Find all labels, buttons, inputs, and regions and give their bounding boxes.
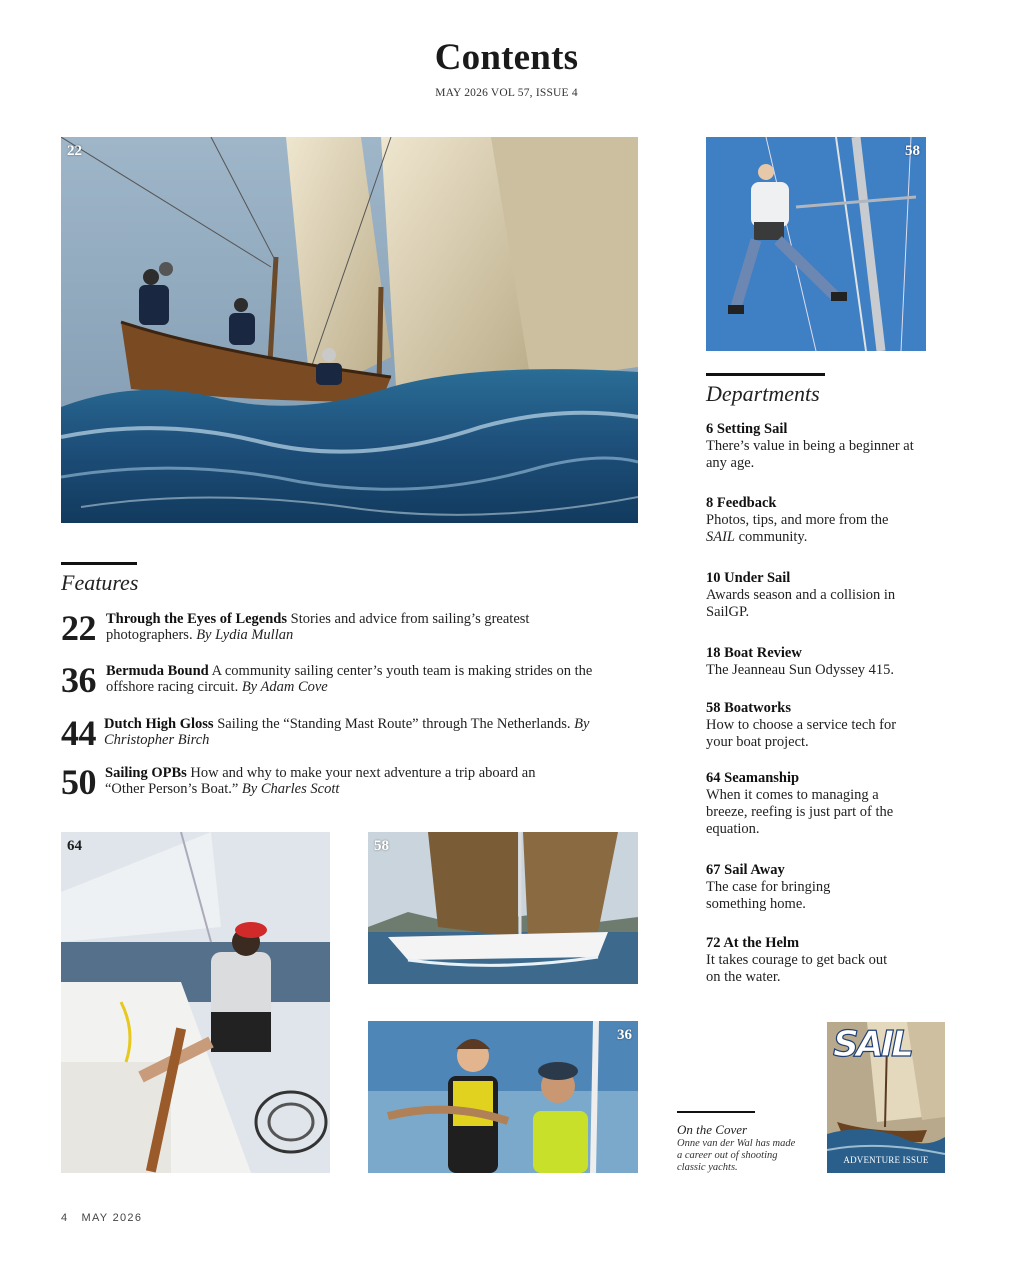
feature-text: Through the Eyes of Legends Stories and advice from sailing’s greatest photographers. By Lydia Mullan [106,611,530,643]
magazine-cover-thumbnail[interactable] [827,1022,945,1173]
feature-page-number: 50 [61,762,96,802]
sailor-up-mast-photo [706,137,926,351]
photo-page-number: 36 [617,1027,632,1043]
sail-logo: SAIL [833,1024,912,1065]
department-desc: Awards season and a collision in SailGP. [706,587,896,620]
department-desc: The case for bringing something home. [706,879,831,912]
department-item[interactable] [706,421,931,472]
department-desc: How to choose a service tech for your boat project. [706,717,897,750]
department-title: 72 At the Helm [706,935,800,951]
department-title: 64 Seamanship [706,770,800,786]
youth-sailors-photo [368,1021,638,1173]
department-desc: Photos, tips, and more from the SAIL community. [706,512,889,545]
department-title: 67 Sail Away [706,862,785,878]
department-title: 18 Boat Review [706,645,802,661]
department-desc: It takes courage to get back out on the water. [706,952,888,985]
feature-item[interactable] [61,660,641,700]
department-title: 58 Boatworks [706,700,791,716]
cover-issue-label: ADVENTURE ISSUE [843,1155,929,1165]
department-item[interactable] [706,495,896,546]
feature-page-number: 36 [61,660,96,700]
photo-page-number: 64 [67,838,82,854]
feature-text: Bermuda Bound A community sailing center’s youth team is making strides on the offshore racing circuit. By Adam Cove [106,663,593,695]
photo-page-number: 58 [374,838,389,854]
feature-item[interactable] [61,713,641,753]
page-folio: 4 MAY 2026 [61,1212,143,1224]
photo-page-number: 22 [67,143,82,159]
photo-page-number: 58 [905,143,920,159]
department-desc: The Jeanneau Sun Odyssey 415. [706,662,895,678]
cover-caption-desc: Onne van der Wal has made a career out of shooting classic yachts. [677,1138,796,1173]
cover-caption-title: On the Cover [677,1122,748,1137]
department-item[interactable] [706,645,931,679]
department-item[interactable] [706,700,911,751]
department-desc: When it comes to managing a breeze, reefing is just part of the equation. [706,787,894,837]
department-item[interactable] [706,770,896,838]
departments-rule [706,373,825,376]
department-item[interactable] [706,935,891,986]
feature-page-number: 22 [61,608,96,648]
department-title: 10 Under Sail [706,570,791,586]
issue-line: MAY 2026 VOL 57, ISSUE 4 [435,87,578,99]
feature-item[interactable] [61,608,641,648]
woman-at-helm-photo [61,832,330,1173]
feature-text: Sailing OPBs How and why to make your next adventure a trip aboard an “Other Person’s Boat.” By Charles Scott [105,765,536,797]
features-rule [61,562,137,565]
page-title: Contents [434,37,579,78]
department-item[interactable] [706,570,911,621]
departments-heading: Departments [706,381,820,406]
department-title: 6 Setting Sail [706,421,788,437]
cover-rule [677,1111,755,1113]
page-header [0,36,1013,99]
features-heading: Features [61,570,139,595]
department-desc: There’s value in being a beginner at any age. [706,438,914,471]
classic-yacht-racing-photo [61,137,638,523]
feature-item[interactable] [61,762,641,802]
sailboat-under-sail-photo [368,832,638,984]
feature-text: Dutch High Gloss Sailing the “Standing Mast Route” through The Netherlands. By Christopher Birch [104,716,590,748]
cover-caption [677,1122,802,1174]
department-title: 8 Feedback [706,495,777,511]
department-item[interactable] [706,862,856,913]
feature-page-number: 44 [61,713,96,753]
